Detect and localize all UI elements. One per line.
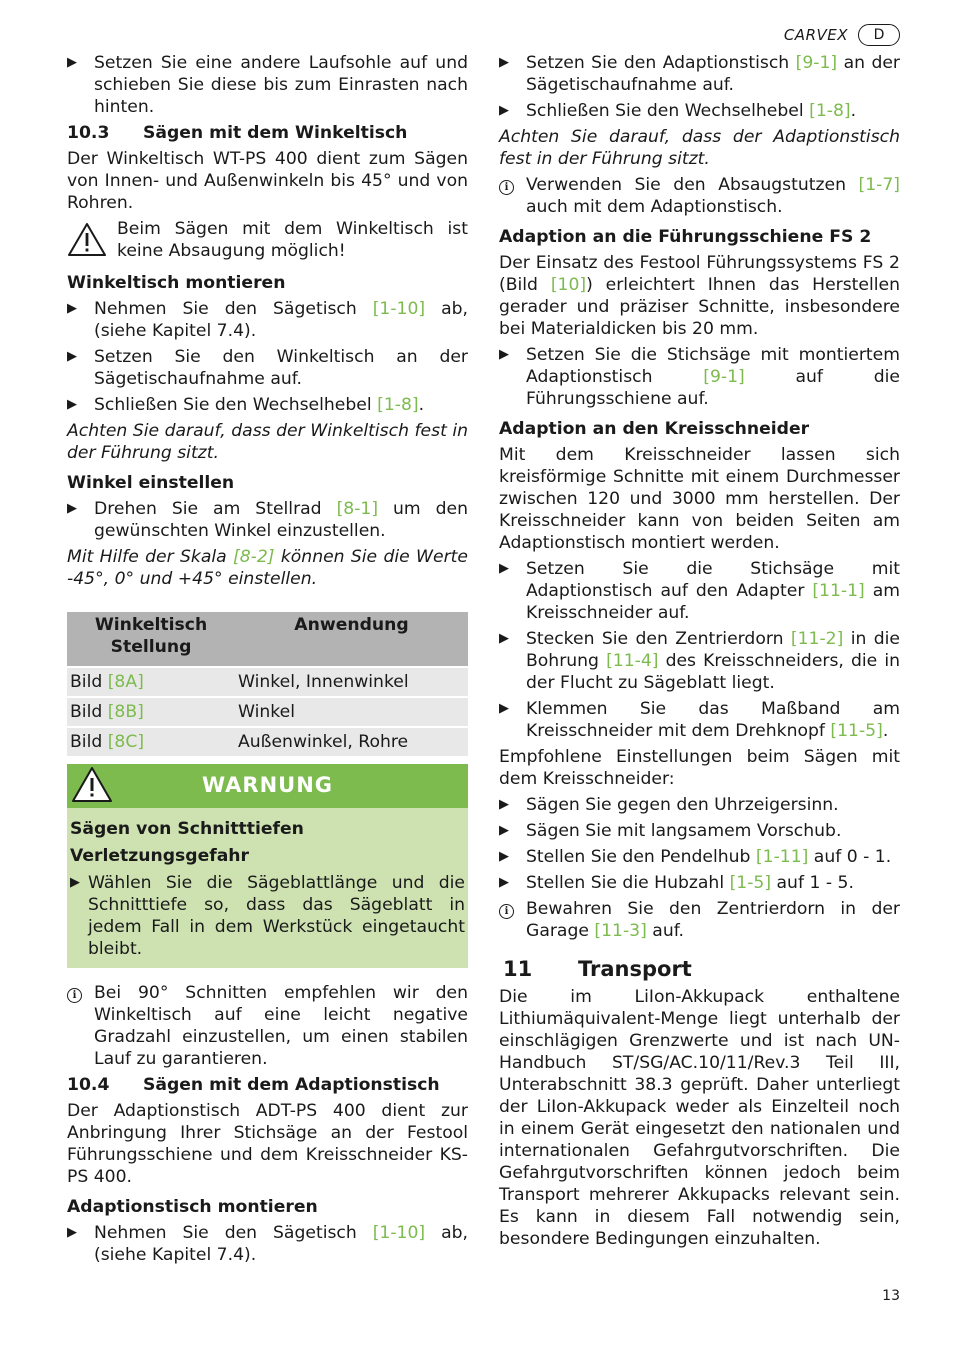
bullet-item: ▶ Wählen Sie die Sägeblattlänge und die Schnitttiefe so, dass das Sägeblatt in jedem Fall in dem Werkstück eingetaucht bleibt.	[70, 873, 465, 959]
figure-reference: [8-1]	[336, 499, 379, 519]
triangle-bullet-icon: ▶	[499, 823, 509, 838]
triangle-bullet-icon: ▶	[499, 849, 509, 864]
bullet-item: ▶ Setzen Sie den Adaptionstisch [9-1] an der Sägetischaufnahme auf.	[499, 53, 900, 95]
caution-note: Beim Sägen mit dem Winkeltisch ist keine Absaugung möglich!	[67, 218, 468, 264]
figure-reference: [9-1]	[703, 367, 745, 387]
triangle-bullet-icon: ▶	[499, 103, 509, 118]
paragraph: Empfohlene Einstellungen beim Sägen mit dem Kreisschneider:	[499, 747, 900, 789]
figure-reference: [9-1]	[795, 53, 838, 73]
warning-header	[67, 764, 468, 808]
triangle-bullet-icon: ▶	[70, 875, 80, 890]
right-column	[499, 52, 900, 1254]
triangle-bullet-icon: ▶	[67, 1225, 77, 1240]
bullet-item: ▶ Schließen Sie den Wechselhebel [1-8].	[67, 395, 425, 415]
section-heading-10-4: 10.4 Sägen mit dem Adaptionstisch	[67, 1075, 440, 1095]
triangle-bullet-icon: ▶	[499, 631, 509, 646]
figure-reference: [1-8]	[377, 395, 419, 415]
bullet-item: ▶ Setzen Sie eine andere Laufsohle auf und schieben Sie diese bis zum Einrasten nach hinten.	[67, 53, 468, 117]
bullet-item: ▶ Setzen Sie den Winkeltisch an der Sägetischaufnahme auf.	[67, 347, 468, 389]
bullet-item: ▶ Stellen Sie die Hubzahl [1-5] auf 1 - 5.	[499, 873, 854, 893]
warning-box	[67, 764, 468, 968]
info-icon: i	[499, 180, 514, 195]
paragraph: Mit dem Kreisschneider lassen sich kreisförmige Schnitte mit einem Durchmesser zwischen 120 und 3000 mm herstellen. Der Kreisschneider kann von beiden Seiten am Adaptionstisch montiert werden.	[499, 445, 900, 553]
bullet-item: ▶ Nehmen Sie den Sägetisch [1-10] ab, (siehe Kapitel 7.4).	[67, 299, 468, 341]
left-column	[67, 52, 468, 1270]
info-item: i Bei 90° Schnitten empfehlen wir den Winkeltisch auf eine leicht negative Gradzahl einzustellen, um einen stabilen Lauf zu garantieren.	[67, 982, 468, 1070]
info-item: i Verwenden Sie den Absaugstutzen [1-7] auch mit dem Adaptionstisch.	[499, 174, 900, 218]
italic-note: Mit Hilfe der Skala [8-2] können Sie die Werte -45°, 0° und +45° einstellen.	[67, 547, 468, 589]
subheading: Adaption an den Kreisschneider	[499, 419, 810, 439]
angle-table	[67, 612, 468, 756]
bullet-item: ▶ Stellen Sie den Pendelhub [1-11] auf 0 - 1.	[499, 847, 892, 867]
paragraph: Der Einsatz des Festool Führungssystems FS 2 (Bild [10]) erleichtert Ihnen das Herstellen gerader und präziser Schnitte, insbesondere bei Materialdicken bis 20 mm.	[499, 253, 901, 339]
table-row: Bild [8C] Außenwinkel, Rohre	[67, 727, 468, 756]
bullet-item: ▶ Setzen Sie die Stichsäge mit Adaptionstisch auf den Adapter [11-1] am Kreisschneider auf.	[499, 559, 900, 623]
triangle-bullet-icon: ▶	[67, 501, 77, 516]
section-heading-11: 11 Transport	[503, 957, 692, 981]
table-header: Anwendung	[235, 612, 468, 667]
figure-reference: [1-10]	[372, 1223, 426, 1243]
brand-name: CARVEX	[783, 26, 848, 44]
paragraph: Der Winkeltisch WT-PS 400 dient zum Sägen von Innen- und Außenwinkeln bis 45° und von Rohren.	[67, 149, 468, 213]
figure-reference: [8-2]	[233, 547, 275, 567]
triangle-bullet-icon: ▶	[67, 301, 77, 316]
figure-reference: [11-1]	[812, 581, 865, 601]
bullet-item: ▶ Klemmen Sie das Maßband am Kreisschneider mit dem Drehknopf [11-5].	[499, 699, 900, 741]
table-row: Bild [8A] Winkel, Innenwinkel	[67, 667, 468, 697]
figure-reference: [10]	[550, 275, 587, 295]
triangle-bullet-icon: ▶	[499, 55, 509, 70]
figure-reference: [1-5]	[729, 873, 772, 893]
section-heading-10-3: 10.3 Sägen mit dem Winkeltisch	[67, 123, 408, 143]
figure-reference: [1-10]	[372, 299, 426, 319]
figure-reference: [8A]	[107, 672, 144, 692]
triangle-bullet-icon: ▶	[67, 397, 77, 412]
warning-subject: Sägen von Schnitttiefen	[70, 819, 304, 839]
figure-reference: [1-11]	[755, 847, 809, 867]
info-icon: i	[499, 904, 514, 919]
info-icon: i	[67, 988, 82, 1003]
italic-note: Achten Sie darauf, dass der Winkeltisch fest in der Führung sitzt.	[67, 421, 468, 463]
bullet-item: ▶ Sägen Sie mit langsamem Vorschub.	[499, 821, 842, 841]
warning-title: WARNUNG	[201, 773, 334, 797]
triangle-bullet-icon: ▶	[499, 875, 509, 890]
figure-reference: [8B]	[107, 702, 144, 722]
triangle-bullet-icon: ▶	[499, 701, 509, 716]
page-header	[784, 24, 900, 46]
page-number: 13	[882, 1288, 900, 1304]
triangle-bullet-icon: ▶	[67, 349, 77, 364]
info-item: i Bewahren Sie den Zentrierdorn in der Garage [11-3] auf.	[499, 898, 900, 942]
triangle-bullet-icon: ▶	[499, 347, 509, 362]
italic-note: Achten Sie darauf, dass der Adaptionstisch fest in der Führung sitzt.	[499, 127, 900, 169]
subheading: Adaptionstisch montieren	[67, 1197, 318, 1217]
bullet-item: ▶ Setzen Sie die Stichsäge mit montiertem Adaptionstisch [9-1] auf die Führungsschiene auf.	[499, 345, 900, 409]
paragraph: Der Adaptionstisch ADT-PS 400 dient zur Anbringung Ihrer Stichsäge an der Festool Führungsschiene und dem Kreisschneider KS-PS 400.	[67, 1101, 468, 1187]
bullet-item: ▶ Sägen Sie gegen den Uhrzeigersinn.	[499, 795, 839, 815]
subheading: Adaption an die Führungsschiene FS 2	[499, 227, 872, 247]
language-badge: D	[858, 24, 900, 46]
bullet-item: ▶ Drehen Sie am Stellrad [8-1] um den gewünschten Winkel einzustellen.	[67, 499, 468, 541]
figure-reference: [11-2]	[790, 629, 844, 649]
warning-hazard: Verletzungsgefahr	[70, 846, 250, 866]
subheading: Winkeltisch montieren	[67, 273, 286, 293]
figure-reference: [11-4]	[606, 651, 659, 671]
bullet-item: ▶ Nehmen Sie den Sägetisch [1-10] ab, (siehe Kapitel 7.4).	[67, 1223, 468, 1265]
bullet-item: ▶ Schließen Sie den Wechselhebel [1-8].	[499, 101, 857, 121]
triangle-bullet-icon: ▶	[67, 55, 77, 70]
table-header: Winkeltisch Stellung	[67, 612, 235, 667]
figure-reference: [1-8]	[809, 101, 851, 121]
subheading: Winkel einstellen	[67, 473, 235, 493]
figure-reference: [8C]	[107, 732, 145, 752]
figure-reference: [1-7]	[858, 175, 900, 195]
warning-triangle-icon	[67, 218, 117, 264]
table-row: Bild [8B] Winkel	[67, 697, 468, 727]
figure-reference: [11-3]	[594, 921, 647, 941]
bullet-item: ▶ Stecken Sie den Zentrierdorn [11-2] in die Bohrung [11-4] des Kreisschneiders, die in der Flucht zu Sägeblatt liegt.	[499, 629, 901, 693]
triangle-bullet-icon: ▶	[499, 561, 509, 576]
triangle-bullet-icon: ▶	[499, 797, 509, 812]
paragraph: Die im LiIon-Akkupack enthaltene Lithiumäquivalent-Menge liegt unterhalb der einschlägigen Grenzwerte und ist nach UN-Handbuch ST/SG/AC.10/11/Rev.3 Teil III, Unterabschnitt 38.3 geprüft. Daher unterliegt der LiIon-Akkupack weder als Einzelteil noch in einem Gerät eingesetzt den nationalen und internationalen Gefahrgutvorschriften. Die Gefahrgutvorschriften können jedoch beim Transport mehrerer Akkupacks relevant sein. Es kann in diesem Fall notwendig sein, besondere Bedingungen einzuhalten.	[499, 987, 900, 1249]
figure-reference: [11-5]	[830, 721, 883, 741]
